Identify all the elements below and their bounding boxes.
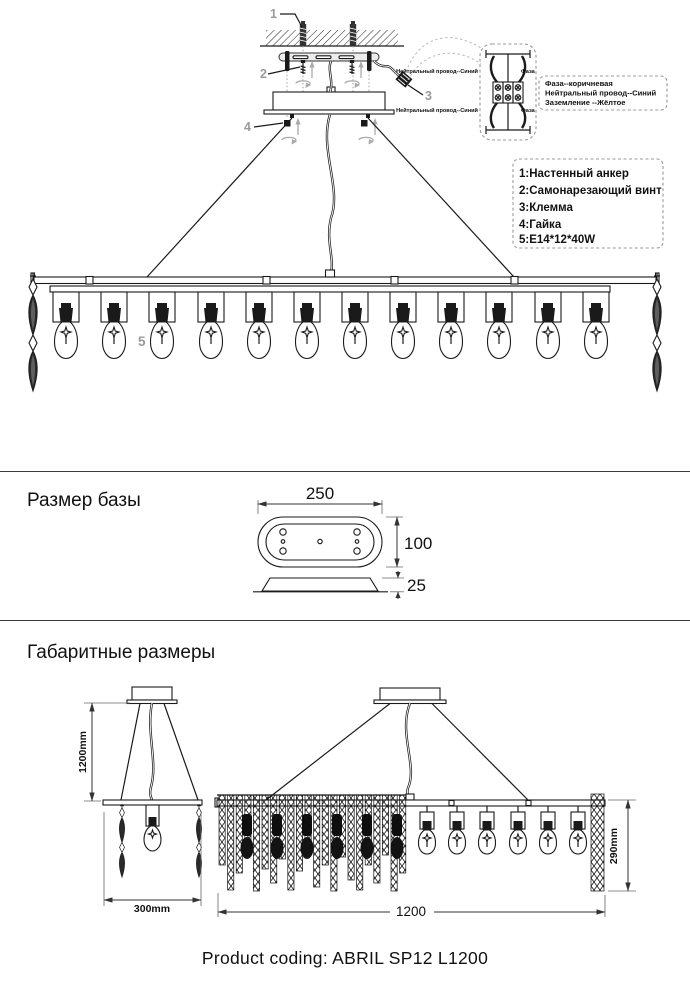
dim-1200-label: 1200: [395, 904, 427, 919]
base-size-section: [0, 470, 690, 620]
rotate-arrow-icon: [345, 81, 360, 88]
base-size-title: Размер базы: [27, 490, 141, 511]
parts-item-4: 4:Гайка: [519, 219, 562, 231]
callout-1-label: 1: [270, 7, 277, 21]
callout-3-label: 3: [425, 89, 432, 103]
callout-5-label: 5: [138, 334, 146, 349]
side-view: [103, 687, 202, 877]
crystal-curtain: [217, 795, 406, 891]
chandelier-frame: [31, 270, 659, 292]
wire-label-phase-top: Фаза: [521, 69, 535, 75]
wire-label-neutral-bottom: Нейтральный провод--Синий: [396, 108, 478, 114]
parts-item-3: 3:Клемма: [519, 202, 573, 214]
dim-1200mm-label: 1200mm: [77, 730, 89, 774]
crystal-drop-right: [653, 273, 661, 391]
dim-100-label: 100: [404, 534, 433, 553]
callout-1: [270, 7, 302, 27]
dim-25: [382, 571, 426, 599]
callout-4: [244, 120, 283, 134]
front-view-bulbs: [419, 806, 587, 854]
dim-250-label: 250: [305, 484, 335, 503]
callout-2-label: 2: [260, 67, 267, 81]
base-plate-top-view: [258, 517, 382, 567]
up-arrow-icon: [309, 61, 314, 78]
rotate-arrow-icon: [296, 81, 311, 88]
wall-anchor-right: [350, 21, 356, 46]
rotate-arrow-icon: [359, 137, 374, 144]
parts-item-5: 5:E14*12*40W: [519, 234, 596, 246]
parts-item-1: 1:Настенный анкер: [519, 168, 629, 180]
legend-line-neutral: Нейтральный провод--Синий: [545, 88, 657, 98]
callout-3: [408, 85, 432, 103]
callout-4-label: 4: [244, 120, 251, 134]
dim-250: [258, 484, 382, 514]
wiring-detail: [396, 44, 536, 140]
self-tapping-screw-right: [350, 60, 355, 74]
base-plate-side-view: [253, 578, 388, 592]
callout-2: [260, 67, 300, 81]
product-coding: Product coding: ABRIL SP12 L1200: [201, 948, 489, 968]
overall-size-title: Габаритные размеры: [27, 642, 216, 663]
end-crystal-column: [591, 794, 604, 891]
zoom-leader: [408, 53, 481, 80]
dim-290mm: [608, 800, 636, 891]
bulb-row: [53, 292, 609, 359]
wire-label-neutral-top: Нейтральный провод--Синий: [396, 69, 478, 75]
dim-1200mm: [77, 703, 130, 801]
wire-label-phase-bottom: Фаза: [521, 108, 535, 114]
crystal-drop-left: [29, 273, 37, 391]
up-arrow-icon: [358, 61, 363, 78]
nut-right: [361, 120, 368, 127]
front-view: [215, 688, 605, 891]
dim-100: [386, 517, 432, 567]
overall-dimensions-section: [0, 622, 690, 940]
rotate-arrow-icon: [282, 137, 297, 144]
side-view-bulb: [144, 805, 161, 851]
dim-25-label: 25: [407, 576, 426, 595]
up-arrow-icon: [295, 118, 300, 135]
parts-item-2: 2:Самонарезающий винт: [519, 185, 662, 197]
parts-list: [513, 159, 663, 248]
dim-300mm-label: 300mm: [133, 903, 171, 915]
legend-line-ground: Заземление --Жёлтое: [545, 98, 626, 107]
installation-diagram: [0, 0, 690, 470]
dim-1200: [218, 893, 605, 919]
dim-290mm-label: 290mm: [608, 827, 620, 865]
ceiling: [260, 30, 404, 46]
legend-line-phase: Фаза--коричневая: [545, 79, 613, 88]
wiring-legend-box: [539, 76, 667, 110]
section-divider: [0, 620, 690, 621]
self-tapping-screw-left: [301, 60, 306, 74]
